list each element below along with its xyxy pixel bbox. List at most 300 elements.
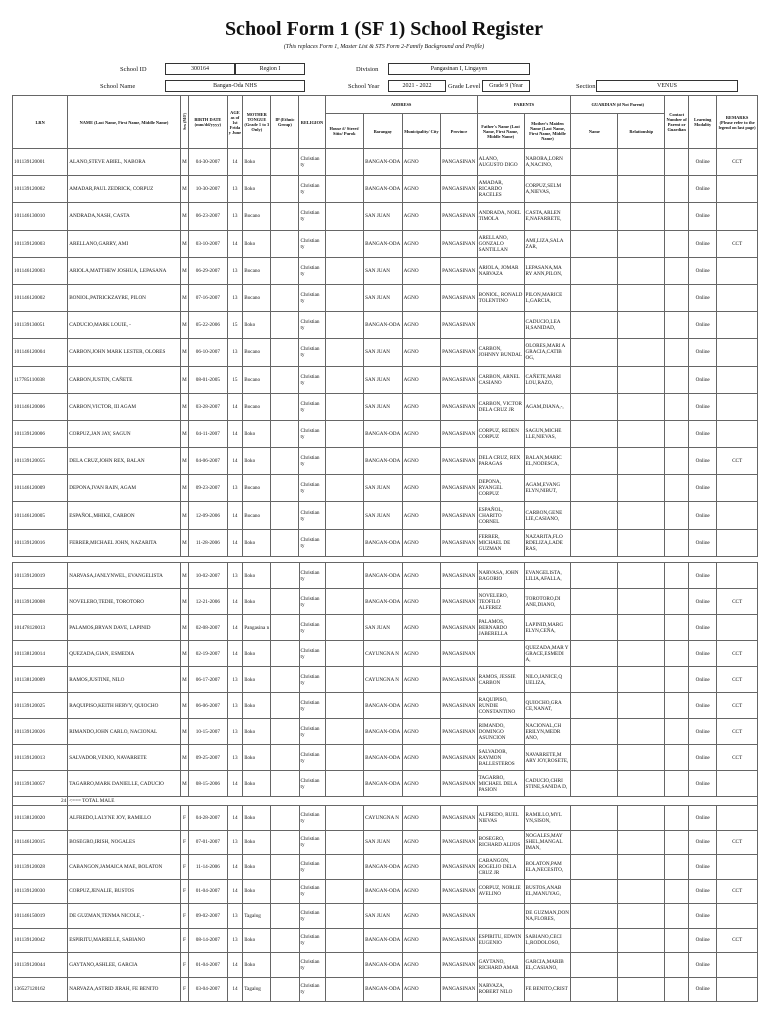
religion-cell: Christian ty (299, 928, 325, 953)
lrn-cell: 101139120055 (13, 448, 68, 475)
table-row (13, 806, 758, 831)
barangay-cell: SAN JUAN (364, 904, 403, 929)
religion-cell: Christian ty (299, 719, 325, 745)
mother-cell: BALAN,MARIC EL,NODESCA, (524, 448, 571, 475)
tongue-cell: Iloko (243, 176, 271, 203)
barangay-cell: BANGAN-ODA (364, 529, 403, 556)
ip-cell (271, 879, 299, 904)
contact-cell (665, 879, 689, 904)
religion-cell: Christian ty (299, 203, 325, 230)
religion-cell: Christian ty (299, 615, 325, 641)
ip-cell (271, 176, 299, 203)
municipality-cell: AGNO (402, 928, 441, 953)
remarks-cell: CCT (717, 589, 758, 615)
province-cell: PANGASINAN (441, 589, 477, 615)
birth-cell: 02-19-2007 (189, 641, 228, 667)
relationship-cell (618, 615, 665, 641)
ip-cell (271, 806, 299, 831)
guardian-name-cell (571, 879, 618, 904)
mother-cell: CARBON,GENE LIE,CASIANO, (524, 502, 571, 529)
sex-cell: M (180, 475, 188, 502)
birth-cell: 09-02-2007 (189, 904, 228, 929)
remarks-cell: CCT (717, 149, 758, 176)
age-cell: 13 (227, 176, 243, 203)
col-municipality: Municipality/ City (402, 114, 441, 149)
modality-cell: Online (689, 203, 717, 230)
sex-cell: M (180, 502, 188, 529)
mother-cell: NABORA,LORN A,NACINO, (524, 149, 571, 176)
birth-cell: 06-29-2007 (189, 257, 228, 284)
father-cell: CORPUZ, REDEN CORPUZ (477, 420, 524, 447)
relationship-cell (618, 693, 665, 719)
province-cell: PANGASINAN (441, 176, 477, 203)
father-cell (477, 641, 524, 667)
father-cell: RIMANDO, DOMINGO ASUNCION (477, 719, 524, 745)
total-male-label: <=== TOTAL MALE (68, 797, 758, 806)
house-cell (325, 904, 364, 929)
birth-cell: 03-10-2007 (189, 230, 228, 257)
age-cell: 14 (227, 977, 243, 1002)
modality-cell: Online (689, 977, 717, 1002)
contact-cell (665, 420, 689, 447)
religion-cell: Christian ty (299, 745, 325, 771)
name-cell: DEPONA,IVAN RAIN, AGAM (68, 475, 181, 502)
tongue-cell: Iloko (243, 420, 271, 447)
barangay-cell: CAYUNGNA N (364, 806, 403, 831)
barangay-cell: BANGAN-ODA (364, 230, 403, 257)
form-title: School Form 1 (SF 1) School Register (224, 18, 544, 40)
father-cell: DEPONA, RYANGEL CORPUZ (477, 475, 524, 502)
contact-cell (665, 475, 689, 502)
contact-cell (665, 502, 689, 529)
religion-cell: Christian ty (299, 667, 325, 693)
house-cell (325, 719, 364, 745)
lrn-cell: 101139120042 (13, 928, 68, 953)
lrn-cell: 101146120003 (13, 257, 68, 284)
father-cell: RAQUIPISO, RUNDIE CONSTANTINO (477, 693, 524, 719)
religion-cell: Christian ty (299, 393, 325, 420)
age-cell: 13 (227, 693, 243, 719)
relationship-cell (618, 563, 665, 589)
father-cell: ESPIRITU, EDWIN EUGENIO (477, 928, 524, 953)
age-cell: 13 (227, 284, 243, 311)
province-cell: PANGASINAN (441, 830, 477, 855)
barangay-cell: SAN JUAN (364, 257, 403, 284)
sex-cell: M (180, 257, 188, 284)
barangay-cell: BANGAN-ODA (364, 745, 403, 771)
province-cell: PANGASINAN (441, 366, 477, 393)
modality-cell: Online (689, 420, 717, 447)
barangay-cell: BANGAN-ODA (364, 693, 403, 719)
lrn-cell: 101139130051 (13, 312, 68, 339)
modality-cell: Online (689, 879, 717, 904)
table-row (13, 529, 758, 556)
municipality-cell: AGNO (402, 203, 441, 230)
sex-cell: F (180, 953, 188, 978)
mother-cell: AMI,LIZA,SALA ZAR, (524, 230, 571, 257)
birth-cell: 08-15-2006 (189, 771, 228, 797)
contact-cell (665, 953, 689, 978)
religion-cell: Christian ty (299, 529, 325, 556)
ip-cell (271, 719, 299, 745)
municipality-cell: AGNO (402, 879, 441, 904)
table-row (13, 693, 758, 719)
lrn-cell: 101139120002 (13, 176, 68, 203)
birth-cell: 07-16-2007 (189, 284, 228, 311)
contact-cell (665, 977, 689, 1002)
barangay-cell: BANGAN-ODA (364, 928, 403, 953)
municipality-cell: AGNO (402, 745, 441, 771)
barangay-cell: SAN JUAN (364, 475, 403, 502)
contact-cell (665, 719, 689, 745)
religion-cell: Christian ty (299, 953, 325, 978)
religion-cell: Christian ty (299, 563, 325, 589)
lrn-cell: 101139120030 (13, 879, 68, 904)
contact-cell (665, 393, 689, 420)
barangay-cell: CAYUNGNA N (364, 667, 403, 693)
register-table-page1 (12, 95, 758, 557)
ip-cell (271, 448, 299, 475)
tongue-cell: Iloko (243, 745, 271, 771)
table-row (13, 928, 758, 953)
school-name-value: Bangan-Oda NHS (165, 80, 305, 92)
col-age: AGE as of 1st Friday June (227, 96, 243, 149)
province-cell: PANGASINAN (441, 693, 477, 719)
age-cell: 13 (227, 745, 243, 771)
province-cell: PANGASINAN (441, 529, 477, 556)
tongue-cell: Iloko (243, 855, 271, 880)
grade-level-value: Grade 9 (Year (482, 80, 530, 92)
remarks-cell: CCT (717, 719, 758, 745)
modality-cell: Online (689, 830, 717, 855)
ip-cell (271, 203, 299, 230)
col-remarks: REMARKS (Please refer to the legend on last page) (717, 96, 758, 149)
name-cell: CORPUZ,JENALIE, BUSTOS (68, 879, 181, 904)
relationship-cell (618, 448, 665, 475)
father-cell: CARBON, ARNEL CASIANO (477, 366, 524, 393)
age-cell: 14 (227, 502, 243, 529)
table-row (13, 203, 758, 230)
age-cell: 13 (227, 203, 243, 230)
contact-cell (665, 366, 689, 393)
name-cell: FERRER,MICHAEL JOHN, NAZARITA (68, 529, 181, 556)
sex-cell: M (180, 529, 188, 556)
relationship-cell (618, 257, 665, 284)
ip-cell (271, 615, 299, 641)
remarks-cell (717, 366, 758, 393)
remarks-cell: CCT (717, 230, 758, 257)
modality-cell: Online (689, 928, 717, 953)
remarks-cell (717, 529, 758, 556)
ip-cell (271, 284, 299, 311)
house-cell (325, 977, 364, 1002)
name-cell: RAMOS,JUSTINE, NILO (68, 667, 181, 693)
birth-cell: 01-04-2007 (189, 879, 228, 904)
guardian-name-cell (571, 977, 618, 1002)
province-cell: PANGASINAN (441, 420, 477, 447)
sex-cell: M (180, 563, 188, 589)
lrn-cell: 101139120019 (13, 563, 68, 589)
relationship-cell (618, 855, 665, 880)
age-cell: 14 (227, 149, 243, 176)
col-father: Father's Name (Last Name, First Name, Middle Name) (477, 114, 524, 149)
remarks-cell (717, 257, 758, 284)
mother-cell: CADUCIO,CHRI STINE,SANIDA D, (524, 771, 571, 797)
sex-cell: M (180, 393, 188, 420)
province-cell: PANGASINAN (441, 230, 477, 257)
table-row (13, 149, 758, 176)
age-cell: 14 (227, 771, 243, 797)
modality-cell: Online (689, 502, 717, 529)
modality-cell: Online (689, 393, 717, 420)
guardian-name-cell (571, 366, 618, 393)
ip-cell (271, 475, 299, 502)
relationship-cell (618, 529, 665, 556)
religion-cell: Christian ty (299, 149, 325, 176)
birth-cell: 01-04-2007 (189, 953, 228, 978)
ip-cell (271, 641, 299, 667)
municipality-cell: AGNO (402, 366, 441, 393)
lrn-cell: 101139120013 (13, 745, 68, 771)
sex-cell: M (180, 667, 188, 693)
sex-cell: M (180, 366, 188, 393)
modality-cell: Online (689, 719, 717, 745)
modality-cell: Online (689, 475, 717, 502)
name-cell: ALFREDO,LALYNE JOY, RAMILLO (68, 806, 181, 831)
province-cell: PANGASINAN (441, 615, 477, 641)
guardian-name-cell (571, 563, 618, 589)
guardian-name-cell (571, 203, 618, 230)
contact-cell (665, 904, 689, 929)
barangay-cell: BANGAN-ODA (364, 448, 403, 475)
remarks-cell (717, 855, 758, 880)
municipality-cell: AGNO (402, 502, 441, 529)
municipality-cell: AGNO (402, 448, 441, 475)
remarks-cell: CCT (717, 745, 758, 771)
mother-cell: CASTA,ARLEN E,NAFARRETE, (524, 203, 571, 230)
name-cell: DE GUZMAN,TENMA NICOLE, - (68, 904, 181, 929)
remarks-cell (717, 284, 758, 311)
remarks-cell (717, 977, 758, 1002)
birth-cell: 06-06-2007 (189, 693, 228, 719)
tongue-cell: Iloko (243, 879, 271, 904)
age-cell: 14 (227, 589, 243, 615)
house-cell (325, 475, 364, 502)
lrn-cell: 101139120006 (13, 420, 68, 447)
father-cell: FERRER, MICHAEL DE GUZMAN (477, 529, 524, 556)
lrn-cell: 101146150019 (13, 904, 68, 929)
religion-cell: Christian ty (299, 904, 325, 929)
municipality-cell: AGNO (402, 475, 441, 502)
tongue-cell: Bocano (243, 475, 271, 502)
modality-cell: Online (689, 176, 717, 203)
province-cell: PANGASINAN (441, 771, 477, 797)
mother-cell: NAVARRETE,M ARY JOY,ROSETE, (524, 745, 571, 771)
remarks-cell: CCT (717, 641, 758, 667)
guardian-name-cell (571, 176, 618, 203)
guardian-name-cell (571, 257, 618, 284)
age-cell: 14 (227, 529, 243, 556)
division-value: Pangasinan I, Lingayen (388, 63, 530, 75)
table-row (13, 420, 758, 447)
house-cell (325, 393, 364, 420)
province-cell: PANGASINAN (441, 339, 477, 366)
age-cell: 13 (227, 339, 243, 366)
modality-cell: Online (689, 615, 717, 641)
remarks-cell (717, 806, 758, 831)
house-cell (325, 928, 364, 953)
name-cell: NARVAZA,ASTRID JIRAH, FE BENITO (68, 977, 181, 1002)
lrn-cell: 101146130010 (13, 203, 68, 230)
ip-cell (271, 855, 299, 880)
contact-cell (665, 448, 689, 475)
guardian-name-cell (571, 312, 618, 339)
age-cell: 13 (227, 719, 243, 745)
father-cell (477, 904, 524, 929)
tongue-cell: Iloko (243, 563, 271, 589)
remarks-cell: CCT (717, 448, 758, 475)
contact-cell (665, 203, 689, 230)
lrn-cell: 117785110038 (13, 366, 68, 393)
municipality-cell: AGNO (402, 176, 441, 203)
name-cell: ALANO,STEVE ABIEL, NABORA (68, 149, 181, 176)
name-cell: CADUCIO,MARK LOUIE, - (68, 312, 181, 339)
barangay-cell: BANGAN-ODA (364, 589, 403, 615)
remarks-cell (717, 475, 758, 502)
ip-cell (271, 667, 299, 693)
relationship-cell (618, 953, 665, 978)
col-guardian: GUARDIAN (if Not Parent) (571, 96, 665, 114)
guardian-name-cell (571, 953, 618, 978)
grade-level-label: Grade Level (448, 83, 481, 90)
municipality-cell: AGNO (402, 953, 441, 978)
guardian-name-cell (571, 448, 618, 475)
ip-cell (271, 420, 299, 447)
total-male-row (13, 797, 758, 806)
barangay-cell: BANGAN-ODA (364, 563, 403, 589)
age-cell: 14 (227, 806, 243, 831)
tongue-cell: Bocano (243, 203, 271, 230)
table-row (13, 366, 758, 393)
father-cell: ALFREDO, RUEL NIEVAS (477, 806, 524, 831)
contact-cell (665, 230, 689, 257)
municipality-cell: AGNO (402, 589, 441, 615)
name-cell: BOSEGRO,IRISH, NOGALES (68, 830, 181, 855)
religion-cell: Christian ty (299, 420, 325, 447)
col-house: House #/ Street/ Sitio/ Purok (325, 114, 364, 149)
col-name: NAME (Last Name, First Name, Middle Name) (68, 96, 181, 149)
house-cell (325, 771, 364, 797)
lrn-cell: 101139120003 (13, 230, 68, 257)
remarks-cell: CCT (717, 830, 758, 855)
age-cell: 14 (227, 420, 243, 447)
father-cell: CARBON, VICTOR DELA CRUZ JR (477, 393, 524, 420)
municipality-cell: AGNO (402, 230, 441, 257)
mother-cell: AGAM,EVANG ELYN,NIBUT, (524, 475, 571, 502)
remarks-cell (717, 420, 758, 447)
sex-cell: F (180, 928, 188, 953)
remarks-cell (717, 203, 758, 230)
municipality-cell: AGNO (402, 771, 441, 797)
house-cell (325, 366, 364, 393)
table-row (13, 771, 758, 797)
barangay-cell: BANGAN-ODA (364, 149, 403, 176)
father-cell: TAGARRO, MICHAEL DELA PASION (477, 771, 524, 797)
tongue-cell: Iloko (243, 928, 271, 953)
birth-cell: 09-23-2007 (189, 475, 228, 502)
name-cell: GAYTANO,ASHLEE, GARCIA (68, 953, 181, 978)
house-cell (325, 448, 364, 475)
modality-cell: Online (689, 339, 717, 366)
guardian-name-cell (571, 771, 618, 797)
mother-cell: NILO,JANICE,Q UELIZA, (524, 667, 571, 693)
age-cell: 14 (227, 879, 243, 904)
religion-cell: Christian ty (299, 855, 325, 880)
municipality-cell: AGNO (402, 312, 441, 339)
ip-cell (271, 771, 299, 797)
province-cell: PANGASINAN (441, 641, 477, 667)
sex-cell: M (180, 745, 188, 771)
father-cell: DELA CRUZ, REX PARAGAS (477, 448, 524, 475)
barangay-cell: BANGAN-ODA (364, 771, 403, 797)
contact-cell (665, 563, 689, 589)
house-cell (325, 529, 364, 556)
ip-cell (271, 230, 299, 257)
lrn-cell: 101478120013 (13, 615, 68, 641)
father-cell: CORPUZ, NORLIE AVELINO (477, 879, 524, 904)
barangay-cell: BANGAN-ODA (364, 879, 403, 904)
relationship-cell (618, 230, 665, 257)
sex-cell: M (180, 719, 188, 745)
municipality-cell: AGNO (402, 855, 441, 880)
table-row (13, 830, 758, 855)
tongue-cell: Iloko (243, 719, 271, 745)
religion-cell: Christian ty (299, 475, 325, 502)
relationship-cell (618, 475, 665, 502)
sex-cell: F (180, 830, 188, 855)
house-cell (325, 806, 364, 831)
tongue-cell: Bocano (243, 284, 271, 311)
province-cell: PANGASINAN (441, 203, 477, 230)
ip-cell (271, 563, 299, 589)
guardian-name-cell (571, 745, 618, 771)
house-cell (325, 339, 364, 366)
barangay-cell: SAN JUAN (364, 502, 403, 529)
relationship-cell (618, 977, 665, 1002)
province-cell: PANGASINAN (441, 855, 477, 880)
name-cell: CABANGON,JAMAICA MAE, BOLATON (68, 855, 181, 880)
father-cell: CARBON, JOHNNY BUNDAL (477, 339, 524, 366)
province-cell: PANGASINAN (441, 806, 477, 831)
barangay-cell: BANGAN-ODA (364, 420, 403, 447)
guardian-name-cell (571, 284, 618, 311)
col-birth: BIRTH DATE (mm/dd/yyyy) (189, 96, 228, 149)
lrn-cell: 101146120002 (13, 284, 68, 311)
religion-cell: Christian ty (299, 230, 325, 257)
ip-cell (271, 149, 299, 176)
father-cell: ESPAÑOL, CHARITO CORNEL (477, 502, 524, 529)
remarks-cell (717, 904, 758, 929)
mother-cell: CORPUZ,SELM A,NIEVAS, (524, 176, 571, 203)
contact-cell (665, 615, 689, 641)
tongue-cell: Iloko (243, 641, 271, 667)
birth-cell: 06-23-2007 (189, 203, 228, 230)
modality-cell: Online (689, 149, 717, 176)
guardian-name-cell (571, 693, 618, 719)
municipality-cell: AGNO (402, 615, 441, 641)
mother-cell: PILON,MARICE L,GARCIA, (524, 284, 571, 311)
age-cell: 14 (227, 448, 243, 475)
